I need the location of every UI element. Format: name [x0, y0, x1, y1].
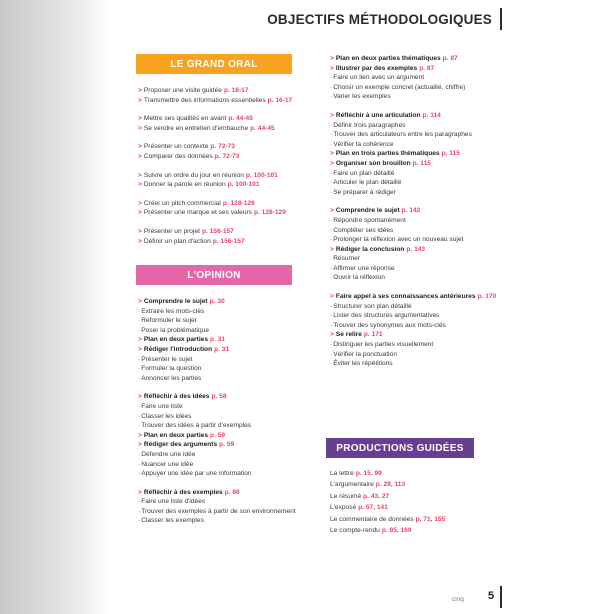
footer-divider — [500, 586, 502, 608]
objective-item — [138, 171, 318, 181]
bullet-dot: · — [138, 355, 141, 363]
objective-item — [138, 208, 318, 218]
objective-subitem-text: Formuler la question — [141, 365, 202, 373]
page-ref: p. 87 — [419, 64, 435, 72]
objective-subitem — [330, 264, 510, 274]
objective-subitem — [138, 460, 318, 470]
objective-subitem — [138, 450, 318, 460]
objective-heading — [138, 440, 318, 450]
bullet-arrow: > — [138, 227, 142, 235]
title-divider — [500, 8, 502, 30]
objective-text: Comparer des données — [143, 152, 213, 160]
page-ref: p. 115 — [441, 150, 460, 158]
bullet-dot: · — [330, 121, 333, 129]
objective-item — [138, 152, 318, 162]
bullet-dot: · — [330, 274, 333, 282]
page-ref: p. 16-17 — [267, 96, 293, 104]
page-ref: p. 85, 169 — [381, 526, 412, 534]
objective-subitem-text: Résumer — [333, 255, 360, 263]
page-ref: p. 59 — [219, 441, 235, 449]
objective-subitem-text: Définir trois paragraphes — [333, 121, 406, 129]
objective-subitem-text: Classer les exemples — [141, 517, 204, 525]
productions-banner: PRODUCTIONS GUIDÉES — [326, 438, 474, 458]
production-text: La lettre — [330, 470, 354, 477]
objective-text: Présenter un contexte — [143, 143, 209, 151]
bullet-arrow: > — [138, 96, 142, 104]
objective-heading-text: Plan en deux parties — [143, 431, 208, 439]
objective-heading — [330, 54, 510, 64]
objective-subitem — [138, 516, 318, 526]
bullet-dot: · — [330, 255, 333, 263]
objective-subitem — [138, 421, 318, 431]
objective-heading — [138, 431, 318, 441]
page-ref: p. 58 — [211, 393, 227, 401]
page-ref: p. 100-101 — [227, 181, 260, 189]
objective-subitem-text: Vérifier la cohérence — [333, 140, 394, 148]
grand-oral-banner: LE GRAND ORAL — [136, 54, 292, 74]
objective-subitem-text: Compléter ses idées — [333, 226, 394, 234]
page-ref: p. 128-129 — [222, 199, 255, 207]
objective-heading — [138, 297, 318, 307]
bullet-dot: · — [330, 74, 333, 82]
production-text: Le commentaire de données — [330, 515, 414, 523]
objective-subitem — [330, 321, 510, 331]
objective-subitem — [138, 412, 318, 422]
objective-subitem-text: Prolonger la réflexion avec un nouveau sujet — [333, 236, 464, 244]
objective-subitem — [138, 469, 318, 479]
objective-subitem — [138, 497, 318, 507]
objective-item — [138, 199, 318, 209]
production-item — [330, 491, 490, 502]
page-ref: p. 44-45 — [250, 124, 275, 132]
objective-subitem-text: Faire un plan détaillé — [333, 169, 395, 177]
bullet-arrow: > — [138, 237, 142, 245]
objective-subitem — [330, 216, 510, 226]
objective-text: Suivre un ordre du jour en réunion — [143, 171, 244, 179]
objective-subitem-text: Faire une liste d'idées — [141, 498, 206, 506]
production-text: L'exposé — [330, 504, 357, 512]
objective-text: Créer un pitch commercial — [143, 199, 221, 207]
objective-text: Présenter un projet — [143, 227, 200, 235]
page-ref: p. 115 — [412, 159, 431, 167]
objective-subitem — [330, 169, 510, 179]
objective-subitem — [330, 359, 510, 369]
objective-subitem — [330, 340, 510, 350]
objective-heading-text: Réfléchir à des exemples — [143, 488, 223, 496]
objective-item — [138, 114, 318, 124]
page-ref: p. 142 — [401, 207, 421, 215]
objective-subitem — [138, 307, 318, 317]
bullet-arrow: > — [138, 124, 142, 132]
bullet-arrow: > — [138, 298, 142, 305]
bullet-dot: · — [138, 460, 141, 468]
objective-subitem-text: Éviter les répétitions — [333, 360, 393, 368]
objective-subitem — [330, 140, 510, 150]
objective-subitem — [330, 273, 510, 283]
objective-subitem-text: Articuler le plan détaillé — [333, 179, 402, 187]
bullet-dot: · — [330, 321, 333, 329]
objective-subitem-text: Annoncer les parties — [141, 374, 202, 382]
production-item — [330, 479, 490, 490]
bullet-dot: · — [330, 341, 333, 349]
production-text: Le compte-rendu — [330, 526, 380, 534]
page-ref: p. 114 — [422, 111, 441, 119]
bullet-arrow: > — [138, 209, 142, 217]
objective-item — [138, 86, 318, 96]
objective-subitem — [330, 226, 510, 236]
objective-heading — [138, 345, 318, 355]
page-ref: p. 29, 113 — [375, 481, 406, 489]
objective-subitem — [138, 374, 318, 384]
objective-text: Se vendre en entretien d'embauche — [143, 124, 249, 132]
bullet-arrow: > — [330, 55, 334, 62]
objective-text: Donner la parole en réunion — [143, 181, 226, 189]
bullet-arrow: > — [138, 199, 142, 207]
page-ref: p. 170 — [477, 293, 497, 301]
bullet-arrow: > — [138, 393, 142, 401]
objective-item — [138, 124, 318, 134]
objective-subitem-text: Classer les idées — [141, 412, 192, 420]
objective-heading-text: Réfléchir à des idées — [143, 393, 210, 401]
objective-item — [138, 227, 318, 237]
objective-subitem — [330, 130, 510, 140]
bullet-arrow: > — [330, 245, 334, 253]
productions-list — [330, 468, 490, 536]
objective-heading — [330, 292, 510, 302]
objective-heading-text: Rédiger la conclusion — [335, 245, 405, 253]
objective-subitem-text: Faire un lien avec un argument — [333, 74, 425, 82]
bullet-dot: · — [138, 412, 141, 420]
objective-subitem — [330, 235, 510, 245]
bullet-arrow: > — [138, 431, 142, 439]
bullet-dot: · — [138, 374, 141, 382]
objective-item — [138, 237, 318, 247]
page-ref: p. 15, 99 — [355, 470, 382, 477]
page-ref: p. 43, 27 — [363, 492, 390, 500]
bullet-dot: · — [330, 302, 333, 310]
objective-heading-text: Faire appel à ses connaissances antérieures — [335, 293, 476, 301]
bullet-arrow: > — [138, 87, 142, 94]
objective-subitem — [138, 402, 318, 412]
objective-heading-text: Plan en trois parties thématiques — [335, 150, 440, 158]
objective-subitem-text: Reformuler le sujet — [141, 317, 197, 325]
page-ref: p. 71, 155 — [415, 515, 446, 523]
bullet-arrow: > — [138, 441, 142, 449]
objective-heading — [138, 335, 318, 345]
objective-subitem-text: Nuancer une idée — [141, 460, 194, 468]
bullet-arrow: > — [138, 181, 142, 189]
objective-heading-text: Comprendre le sujet — [335, 207, 400, 215]
objective-subitem-text: Lister des structures argumentatives — [333, 312, 440, 320]
objective-subitem — [330, 350, 510, 360]
bullet-dot: · — [330, 226, 333, 234]
objective-subitem-text: Trouver des synonymes aux mots-clés — [333, 321, 446, 329]
objective-heading-text: Comprendre le sujet — [143, 298, 208, 305]
bullet-arrow: > — [330, 64, 334, 72]
page-fold-shadow — [0, 0, 108, 614]
objective-subitem — [330, 254, 510, 264]
objective-subitem-text: Distinguer les parties visuellement — [333, 341, 434, 349]
bullet-dot: · — [330, 93, 333, 101]
bullet-dot: · — [138, 307, 141, 315]
bullet-dot: · — [330, 216, 333, 224]
objective-subitem — [138, 364, 318, 374]
bullet-arrow: > — [330, 331, 334, 339]
objective-heading-text: Réfléchir à une articulation — [335, 111, 421, 119]
objective-subitem-text: Extraire les mots-clés — [141, 307, 205, 315]
bullet-dot: · — [330, 131, 333, 139]
objective-heading-text: Rédiger des arguments — [143, 441, 218, 449]
objective-subitem — [330, 83, 510, 93]
objective-heading — [330, 149, 510, 159]
bullet-dot: · — [330, 188, 333, 196]
bullet-arrow: > — [330, 150, 334, 158]
objective-text: Transmettre des informations essentielles — [143, 96, 266, 104]
objective-subitem — [138, 326, 318, 336]
objective-subitem — [330, 178, 510, 188]
production-text: L'argumentaire — [330, 481, 374, 489]
bullet-dot: · — [330, 350, 333, 358]
objective-subitem-text: Poser la problématique — [141, 326, 210, 334]
objective-subitem-text: Faire une liste — [141, 402, 183, 410]
page-ref: p. 72-73 — [214, 152, 240, 160]
page-ref: p. 59 — [210, 431, 226, 439]
objective-heading — [330, 111, 510, 121]
opinion-list — [138, 297, 318, 526]
objective-heading — [330, 245, 510, 255]
bullet-arrow: > — [138, 143, 142, 151]
objective-subitem — [330, 92, 510, 102]
objective-heading-text: Rédiger l'introduction — [143, 345, 213, 353]
page-ref: p. 72-73 — [210, 143, 235, 151]
objective-subitem — [330, 188, 510, 198]
bullet-dot: · — [138, 498, 141, 506]
objective-text: Proposer une visite guidée — [143, 87, 222, 94]
objective-heading — [330, 159, 510, 169]
bullet-dot: · — [138, 470, 141, 478]
bullet-dot: · — [330, 312, 333, 320]
bullet-arrow: > — [330, 293, 334, 301]
bullet-dot: · — [330, 83, 333, 91]
objective-subitem — [138, 507, 318, 517]
bullet-dot: · — [138, 450, 141, 458]
objective-subitem — [138, 316, 318, 326]
page-ref: p. 30 — [209, 298, 225, 305]
bullet-arrow: > — [138, 171, 142, 179]
objective-subitem-text: Structurer son plan détaillé — [333, 302, 412, 310]
objective-subitem-text: Choisir un exemple concret (actualité, chiffre) — [333, 83, 466, 91]
objective-subitem-text: Vérifier la ponctuation — [333, 350, 397, 358]
objective-heading-text: Se relire — [335, 331, 362, 339]
page-ref: p. 128-129 — [253, 209, 286, 217]
objective-text: Définir un plan d'action — [143, 237, 211, 245]
page-title: OBJECTIFS MÉTHODOLOGIQUES — [267, 12, 492, 27]
bullet-arrow: > — [330, 111, 334, 119]
page-ref: p. 86 — [224, 488, 240, 496]
page-ref: p. 156-157 — [201, 227, 234, 235]
objective-subitem-text: Trouver des articulateurs entre les paragraphes — [333, 131, 472, 139]
objective-subitem — [138, 355, 318, 365]
production-item — [330, 468, 490, 479]
objective-subitem-text: Trouver des idées à partir d'exemples — [141, 422, 252, 430]
production-item — [330, 525, 490, 536]
page-ref: p. 87 — [442, 55, 458, 62]
production-text: Le résumé — [330, 492, 362, 500]
bullet-arrow: > — [138, 345, 142, 353]
objective-subitem-text: Varier les exemples — [333, 93, 391, 101]
production-item — [330, 514, 490, 525]
bullet-dot: · — [138, 517, 141, 525]
page-ref: p. 100-101 — [245, 171, 278, 179]
footer-label: cinq — [452, 596, 464, 603]
bullet-arrow: > — [330, 207, 334, 215]
bullet-arrow: > — [138, 152, 142, 160]
objective-subitem-text: Se préparer à rédiger — [333, 188, 396, 196]
objective-subitem — [330, 73, 510, 83]
page-ref: p. 57, 141 — [358, 504, 388, 512]
objective-heading — [330, 206, 510, 216]
objective-subitem — [330, 302, 510, 312]
objective-subitem-text: Présenter le sujet — [141, 355, 193, 363]
bullet-dot: · — [138, 422, 141, 430]
objective-text: Mettre ses qualités en avant — [143, 115, 227, 123]
objective-item — [138, 96, 318, 106]
bullet-dot: · — [330, 140, 333, 148]
grand-oral-list — [138, 86, 318, 246]
objective-subitem-text: Défendre une idée — [141, 450, 196, 458]
bullet-dot: · — [330, 264, 333, 272]
bullet-arrow: > — [330, 159, 334, 167]
objective-heading — [330, 64, 510, 74]
page-ref: p. 31 — [210, 336, 226, 344]
objective-subitem — [330, 121, 510, 131]
objective-heading-text: Plan en deux parties — [143, 336, 208, 344]
objective-heading-text: Organiser son brouillon — [335, 159, 411, 167]
objective-subitem-text: Appuyer une idée par une information — [141, 470, 252, 478]
bullet-arrow: > — [138, 488, 142, 496]
opinion-banner: L'OPINION — [136, 265, 292, 285]
bullet-dot: · — [138, 326, 141, 334]
bullet-dot: · — [330, 169, 333, 177]
bullet-dot: · — [138, 365, 141, 373]
objective-subitem-text: Répondre spontanément — [333, 216, 406, 224]
objective-subitem-text: Trouver des exemples à partir de son environnement — [141, 507, 296, 515]
bullet-dot: · — [138, 317, 141, 325]
right-column-list — [330, 54, 510, 369]
objective-subitem-text: Affirmer une réponse — [333, 264, 395, 272]
objective-heading — [330, 330, 510, 340]
objective-item — [138, 142, 318, 152]
objective-heading — [138, 488, 318, 498]
bullet-arrow: > — [138, 336, 142, 344]
objective-heading — [138, 392, 318, 402]
page-ref: p. 156-157 — [212, 237, 245, 245]
bullet-dot: · — [330, 360, 333, 368]
objective-item — [138, 180, 318, 190]
objective-heading-text: Plan en deux parties thématiques — [335, 55, 441, 62]
objective-subitem — [330, 311, 510, 321]
bullet-dot: · — [138, 507, 141, 515]
objective-heading-text: Illustrer par des exemples — [335, 64, 418, 72]
page-ref: p. 16-17 — [223, 87, 249, 94]
objective-text: Présenter une marque et ses valeurs — [143, 209, 252, 217]
page-number: 5 — [488, 590, 495, 602]
bullet-dot: · — [138, 402, 141, 410]
page-ref: p. 171 — [363, 331, 383, 339]
bullet-arrow: > — [138, 115, 142, 123]
objective-subitem-text: Ouvrir la réflexion — [333, 274, 385, 282]
page-ref: p. 143 — [406, 245, 426, 253]
bullet-dot: · — [330, 179, 333, 187]
page-ref: p. 44-45 — [228, 115, 253, 123]
bullet-dot: · — [330, 236, 333, 244]
page-ref: p. 31 — [214, 345, 230, 353]
production-item — [330, 502, 490, 513]
